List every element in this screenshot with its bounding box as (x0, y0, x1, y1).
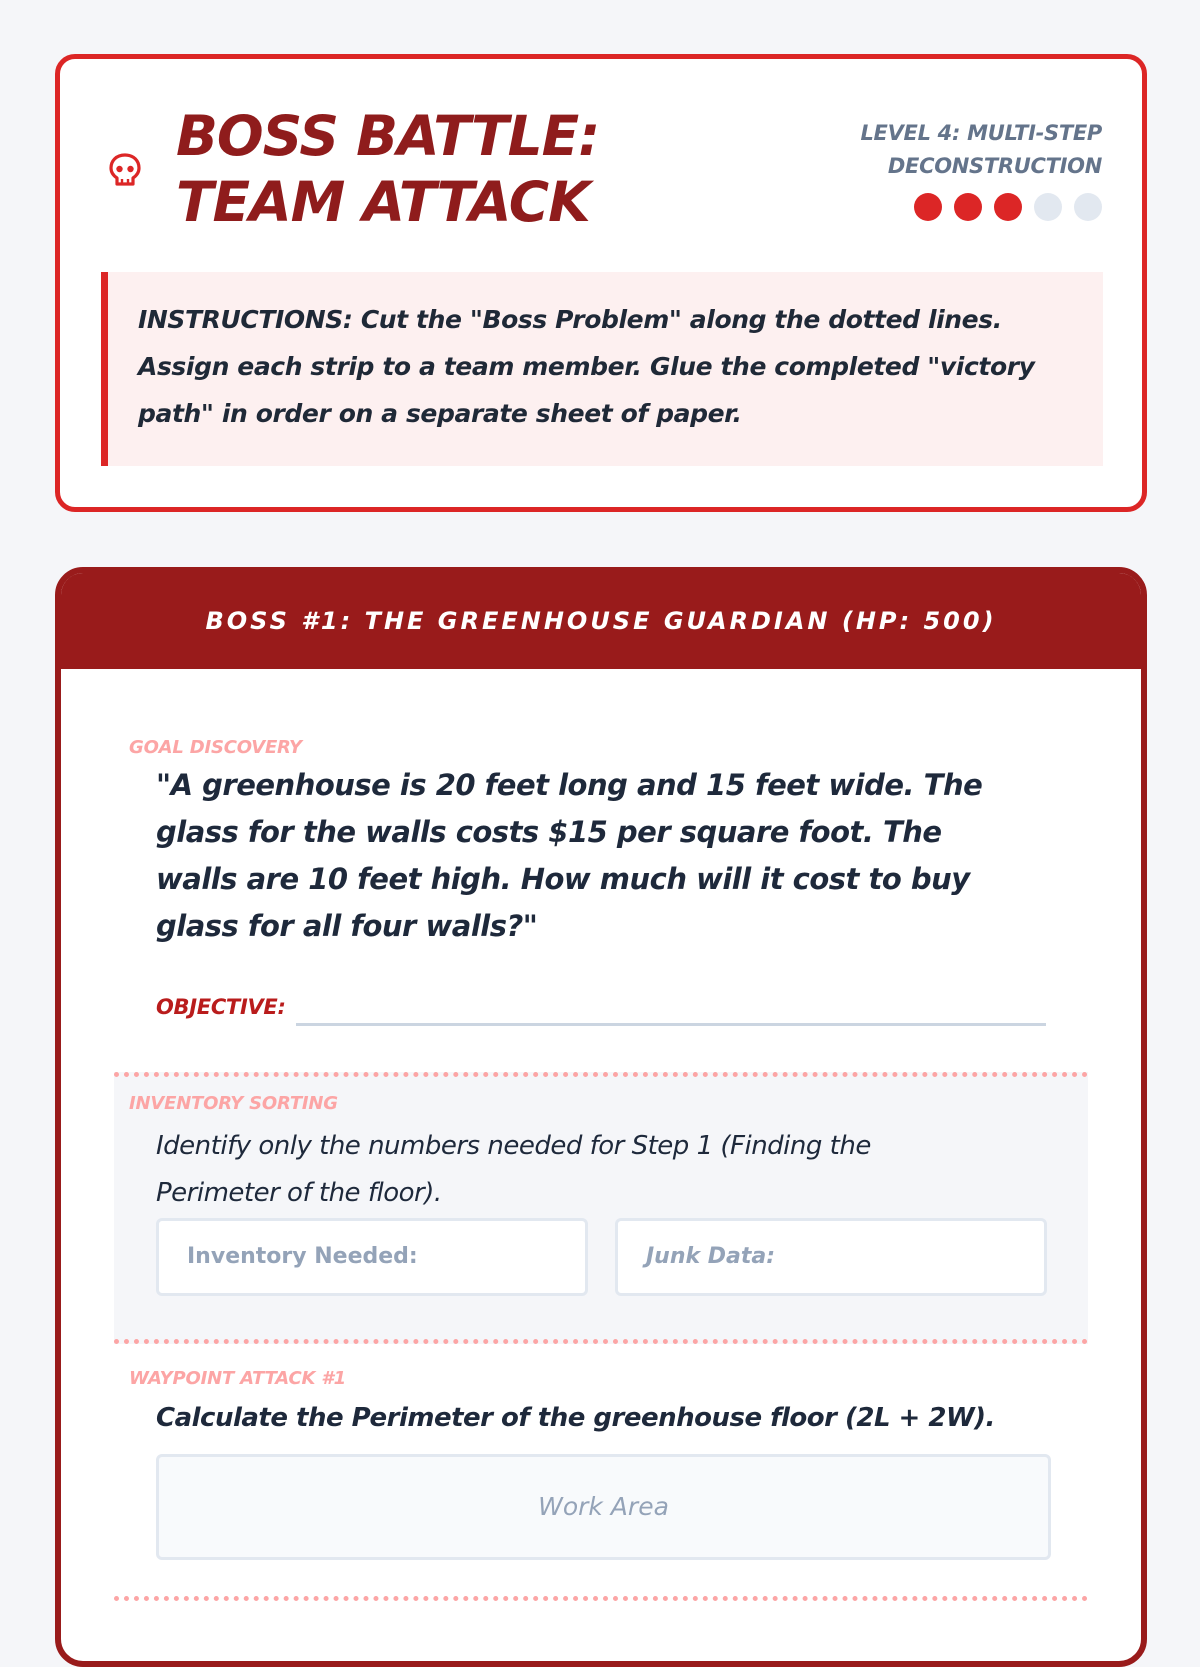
goal-discovery-section (129, 737, 1029, 950)
inventory-sorting-section (114, 1072, 1088, 1344)
title-line-2: TEAM ATTACK (176, 170, 590, 234)
boss-problem-text: "A greenhouse is 20 feet long and 15 feet wide. The glass for the walls costs $15 per square foot. The walls are 10 feet high. How much will it cost to buy glass for all four walls?" (156, 768, 983, 943)
junk-data-field[interactable]: Junk Data: (615, 1218, 1047, 1296)
progress-dot-empty (1034, 193, 1062, 221)
cut-line (114, 1596, 1088, 1601)
waypoint-label: WAYPOINT ATTACK #1 (129, 1368, 346, 1389)
objective-answer-line[interactable] (296, 1023, 1046, 1026)
boss-header: BOSS #1: THE GREENHOUSE GUARDIAN (HP: 500) (61, 573, 1141, 669)
instructions-text: INSTRUCTIONS: Cut the "Boss Problem" along the dotted lines. Assign each strip to a team member. Glue the completed "victory path" in order on a separate sheet of paper. (138, 305, 1035, 428)
objective-label: OBJECTIVE: (156, 995, 286, 1019)
level-line-1: LEVEL 4: MULTI-STEP (860, 121, 1102, 145)
skull-icon (108, 153, 142, 189)
instructions-box (101, 272, 1103, 466)
progress-dot-empty (1074, 193, 1102, 221)
level-progress-dots (802, 193, 1102, 221)
waypoint-task: Calculate the Perimeter of the greenhouse floor (2L + 2W). (156, 1403, 995, 1433)
boss-card (55, 567, 1147, 1667)
objective-row (156, 991, 1056, 1031)
progress-dot-filled (954, 193, 982, 221)
inventory-label: INVENTORY SORTING (129, 1093, 338, 1114)
progress-dot-filled (914, 193, 942, 221)
level-indicator (802, 117, 1102, 221)
level-label (802, 117, 1102, 183)
header-card (55, 54, 1147, 512)
inventory-description: Identify only the numbers needed for Step 1 (Finding the Perimeter of the floor). (156, 1131, 871, 1208)
goal-label: GOAL DISCOVERY (129, 737, 302, 758)
level-line-2: DECONSTRUCTION (887, 154, 1102, 178)
page-title (176, 103, 599, 235)
progress-dot-filled (994, 193, 1022, 221)
title-line-1: BOSS BATTLE: (176, 104, 600, 168)
work-area-field[interactable]: Work Area (156, 1454, 1051, 1560)
inventory-needed-field[interactable]: Inventory Needed: (156, 1218, 588, 1296)
waypoint-attack-section (129, 1368, 1049, 1433)
